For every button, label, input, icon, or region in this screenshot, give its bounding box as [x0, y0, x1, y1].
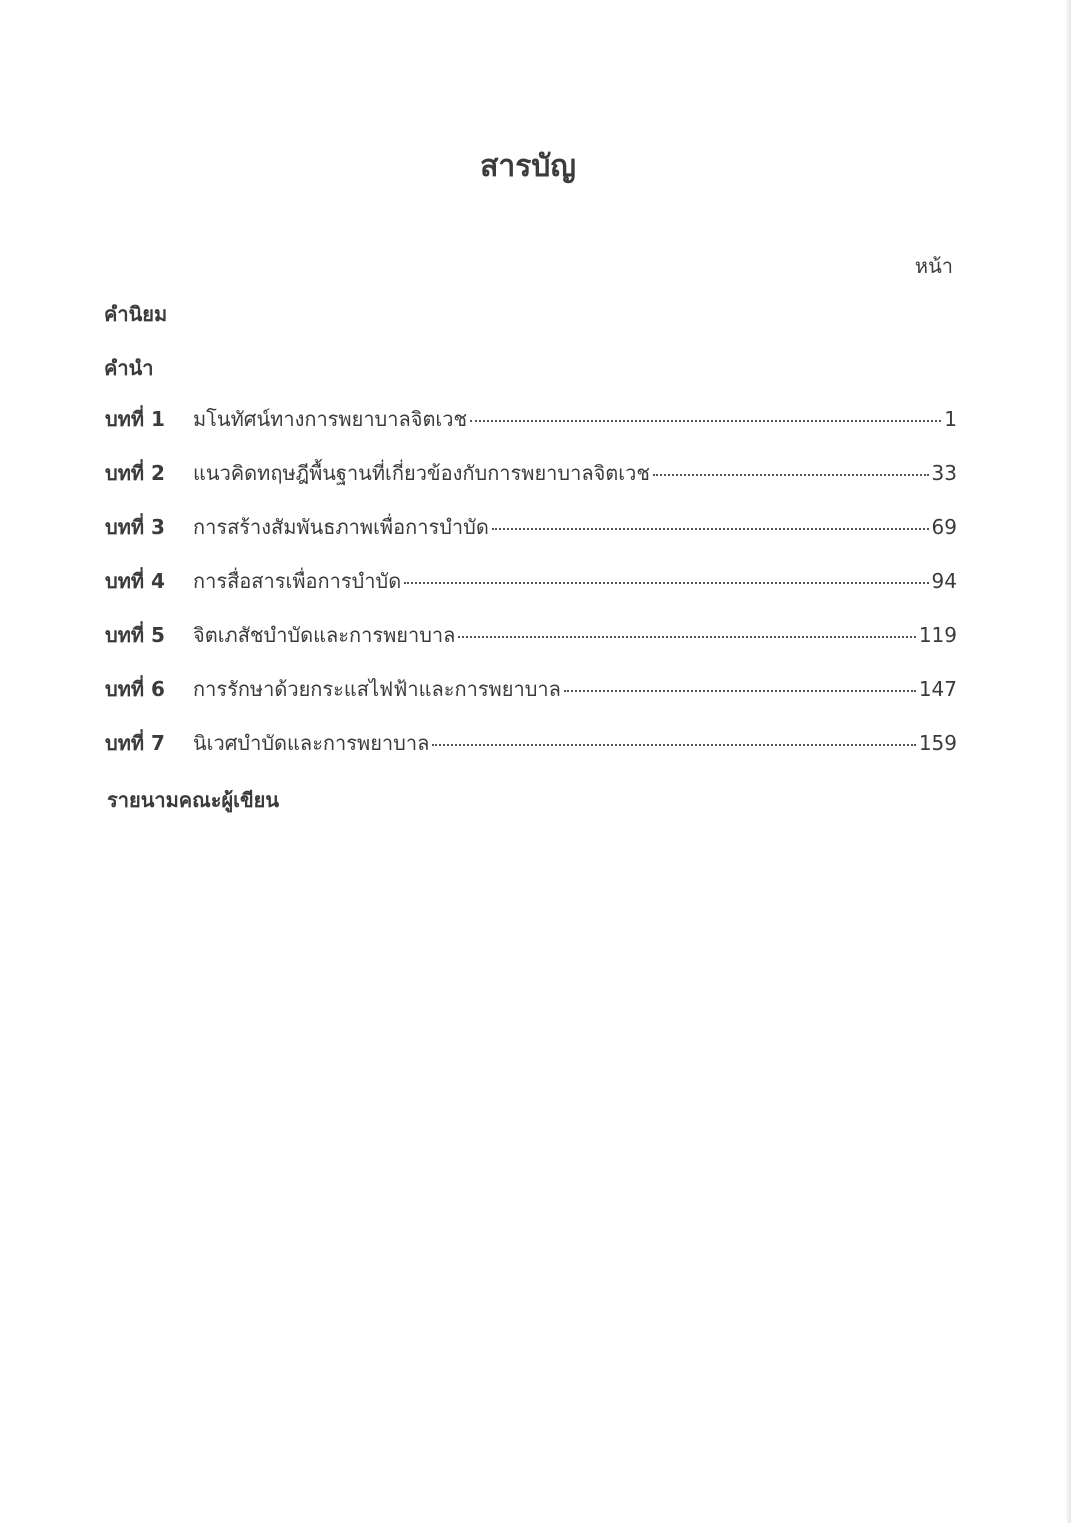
dot-leader	[653, 474, 929, 476]
toc-row	[105, 673, 957, 703]
toc-row	[105, 727, 957, 757]
dot-leader	[470, 420, 941, 422]
chapter-title: การสื่อสารเพื่อการบำบัด	[193, 569, 402, 593]
chapter-title: การสร้างสัมพันธภาพเพื่อการบำบัด	[193, 515, 489, 539]
chapter-label: บทที่ 1	[105, 407, 165, 431]
page-edge-shadow	[1065, 0, 1071, 1523]
chapter-page-number: 119	[918, 623, 957, 647]
chapter-label: บทที่ 5	[105, 623, 165, 647]
toc-row	[105, 565, 957, 595]
chapter-title: แนวคิดทฤษฎีพื้นฐานที่เกี่ยวข้องกับการพยาบาลจิตเวช	[193, 461, 650, 485]
chapter-page-number: 1	[944, 407, 957, 431]
chapter-label: บทที่ 3	[105, 515, 165, 539]
toc-foreword: คำนิยม	[104, 302, 168, 326]
dot-leader	[404, 582, 928, 584]
chapter-label: บทที่ 2	[105, 461, 165, 485]
toc-row	[105, 457, 957, 487]
dot-leader	[458, 636, 915, 638]
chapter-title: นิเวศบำบัดและการพยาบาล	[193, 731, 430, 755]
toc-row	[105, 511, 957, 541]
chapter-title: จิตเภสัชบำบัดและการพยาบาล	[193, 623, 456, 647]
page-number-column-header: หน้า	[914, 254, 953, 278]
chapter-label: บทที่ 4	[105, 569, 165, 593]
chapter-page-number: 147	[918, 677, 957, 701]
dot-leader	[564, 690, 916, 692]
chapter-page-number: 33	[931, 461, 957, 485]
chapter-label: บทที่ 6	[105, 677, 165, 701]
chapter-label: บทที่ 7	[105, 731, 165, 755]
chapter-page-number: 69	[931, 515, 957, 539]
dot-leader	[432, 744, 915, 746]
page-title: สารบัญ	[480, 149, 576, 184]
chapter-title: มโนทัศน์ทางการพยาบาลจิตเวช	[193, 407, 468, 431]
toc-row	[105, 403, 957, 433]
toc-contributors: รายนามคณะผู้เขียน	[107, 788, 280, 812]
toc-row	[105, 619, 957, 649]
chapter-page-number: 94	[931, 569, 957, 593]
chapter-title: การรักษาด้วยกระแสไฟฟ้าและการพยาบาล	[193, 677, 561, 701]
chapter-page-number: 159	[918, 731, 957, 755]
toc-preface: คำนำ	[104, 356, 154, 380]
dot-leader	[492, 528, 929, 530]
